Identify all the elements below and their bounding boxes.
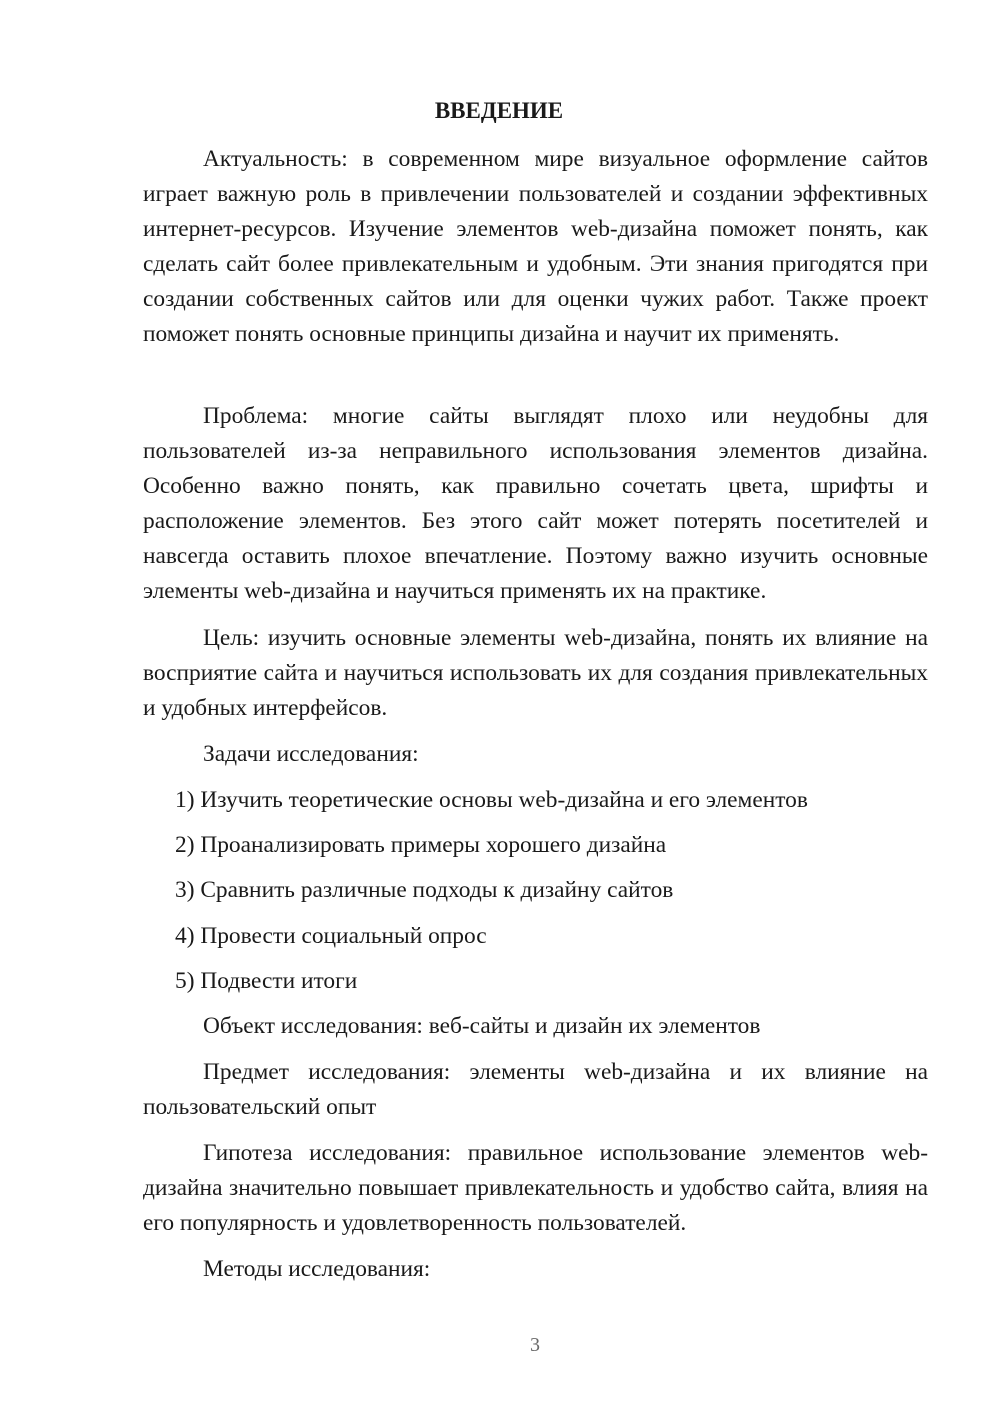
methods-heading: Методы исследования: <box>203 1256 431 1282</box>
page-number: 3 <box>530 1334 540 1356</box>
page-title: ВВЕДЕНИЕ <box>434 98 564 123</box>
task-list-item: 1) Изучить теоретические основы web-дизайна и его элементов <box>175 787 808 813</box>
problem-paragraph: Проблема: многие сайты выглядят плохо или неудобны для пользователей из-за неправильного использования элементов дизайна. Особенно важно понять, как правильно сочетать цвета, шрифты и расположение элементов. Без этого сайт может потерять посетителей и навсегда оставить плохое впечатление. Поэтому важно изучить основные элементы web-дизайна и научиться применять их на практике. <box>143 403 928 604</box>
tasks-heading: Задачи исследования: <box>203 741 419 767</box>
task-list-item: 5) Подвести итоги <box>175 968 358 994</box>
object-paragraph: Объект исследования: веб-сайты и дизайн их элементов <box>203 1013 761 1039</box>
subject-paragraph: Предмет исследования: элементы web-дизайна и их влияние на пользовательский опыт <box>143 1059 928 1120</box>
hypothesis-paragraph: Гипотеза исследования: правильное использование элементов web-дизайна значительно повышает привлекательность и удобство сайта, влияя на его популярность и удовлетворенность пользователей. <box>143 1140 928 1236</box>
relevance-paragraph: Актуальность: в современном мире визуальное оформление сайтов играет важную роль в привлечении пользователей и создании эффективных интернет-ресурсов. Изучение элементов web-дизайна поможет понять, как сделать сайт более привлекательным и удобным. Эти знания пригодятся при создании собственных сайтов или для оценки чужих работ. Также проект поможет понять основные принципы дизайна и научит их применять. <box>143 146 928 347</box>
task-list-item: 3) Сравнить различные подходы к дизайну сайтов <box>175 877 674 903</box>
goal-paragraph: Цель: изучить основные элементы web-дизайна, понять их влияние на восприятие сайта и научиться использовать их для создания привлекательных и удобных интерфейсов. <box>143 625 928 721</box>
task-list-item: 4) Провести социальный опрос <box>175 923 487 949</box>
task-list-item: 2) Проанализировать примеры хорошего дизайна <box>175 832 667 858</box>
